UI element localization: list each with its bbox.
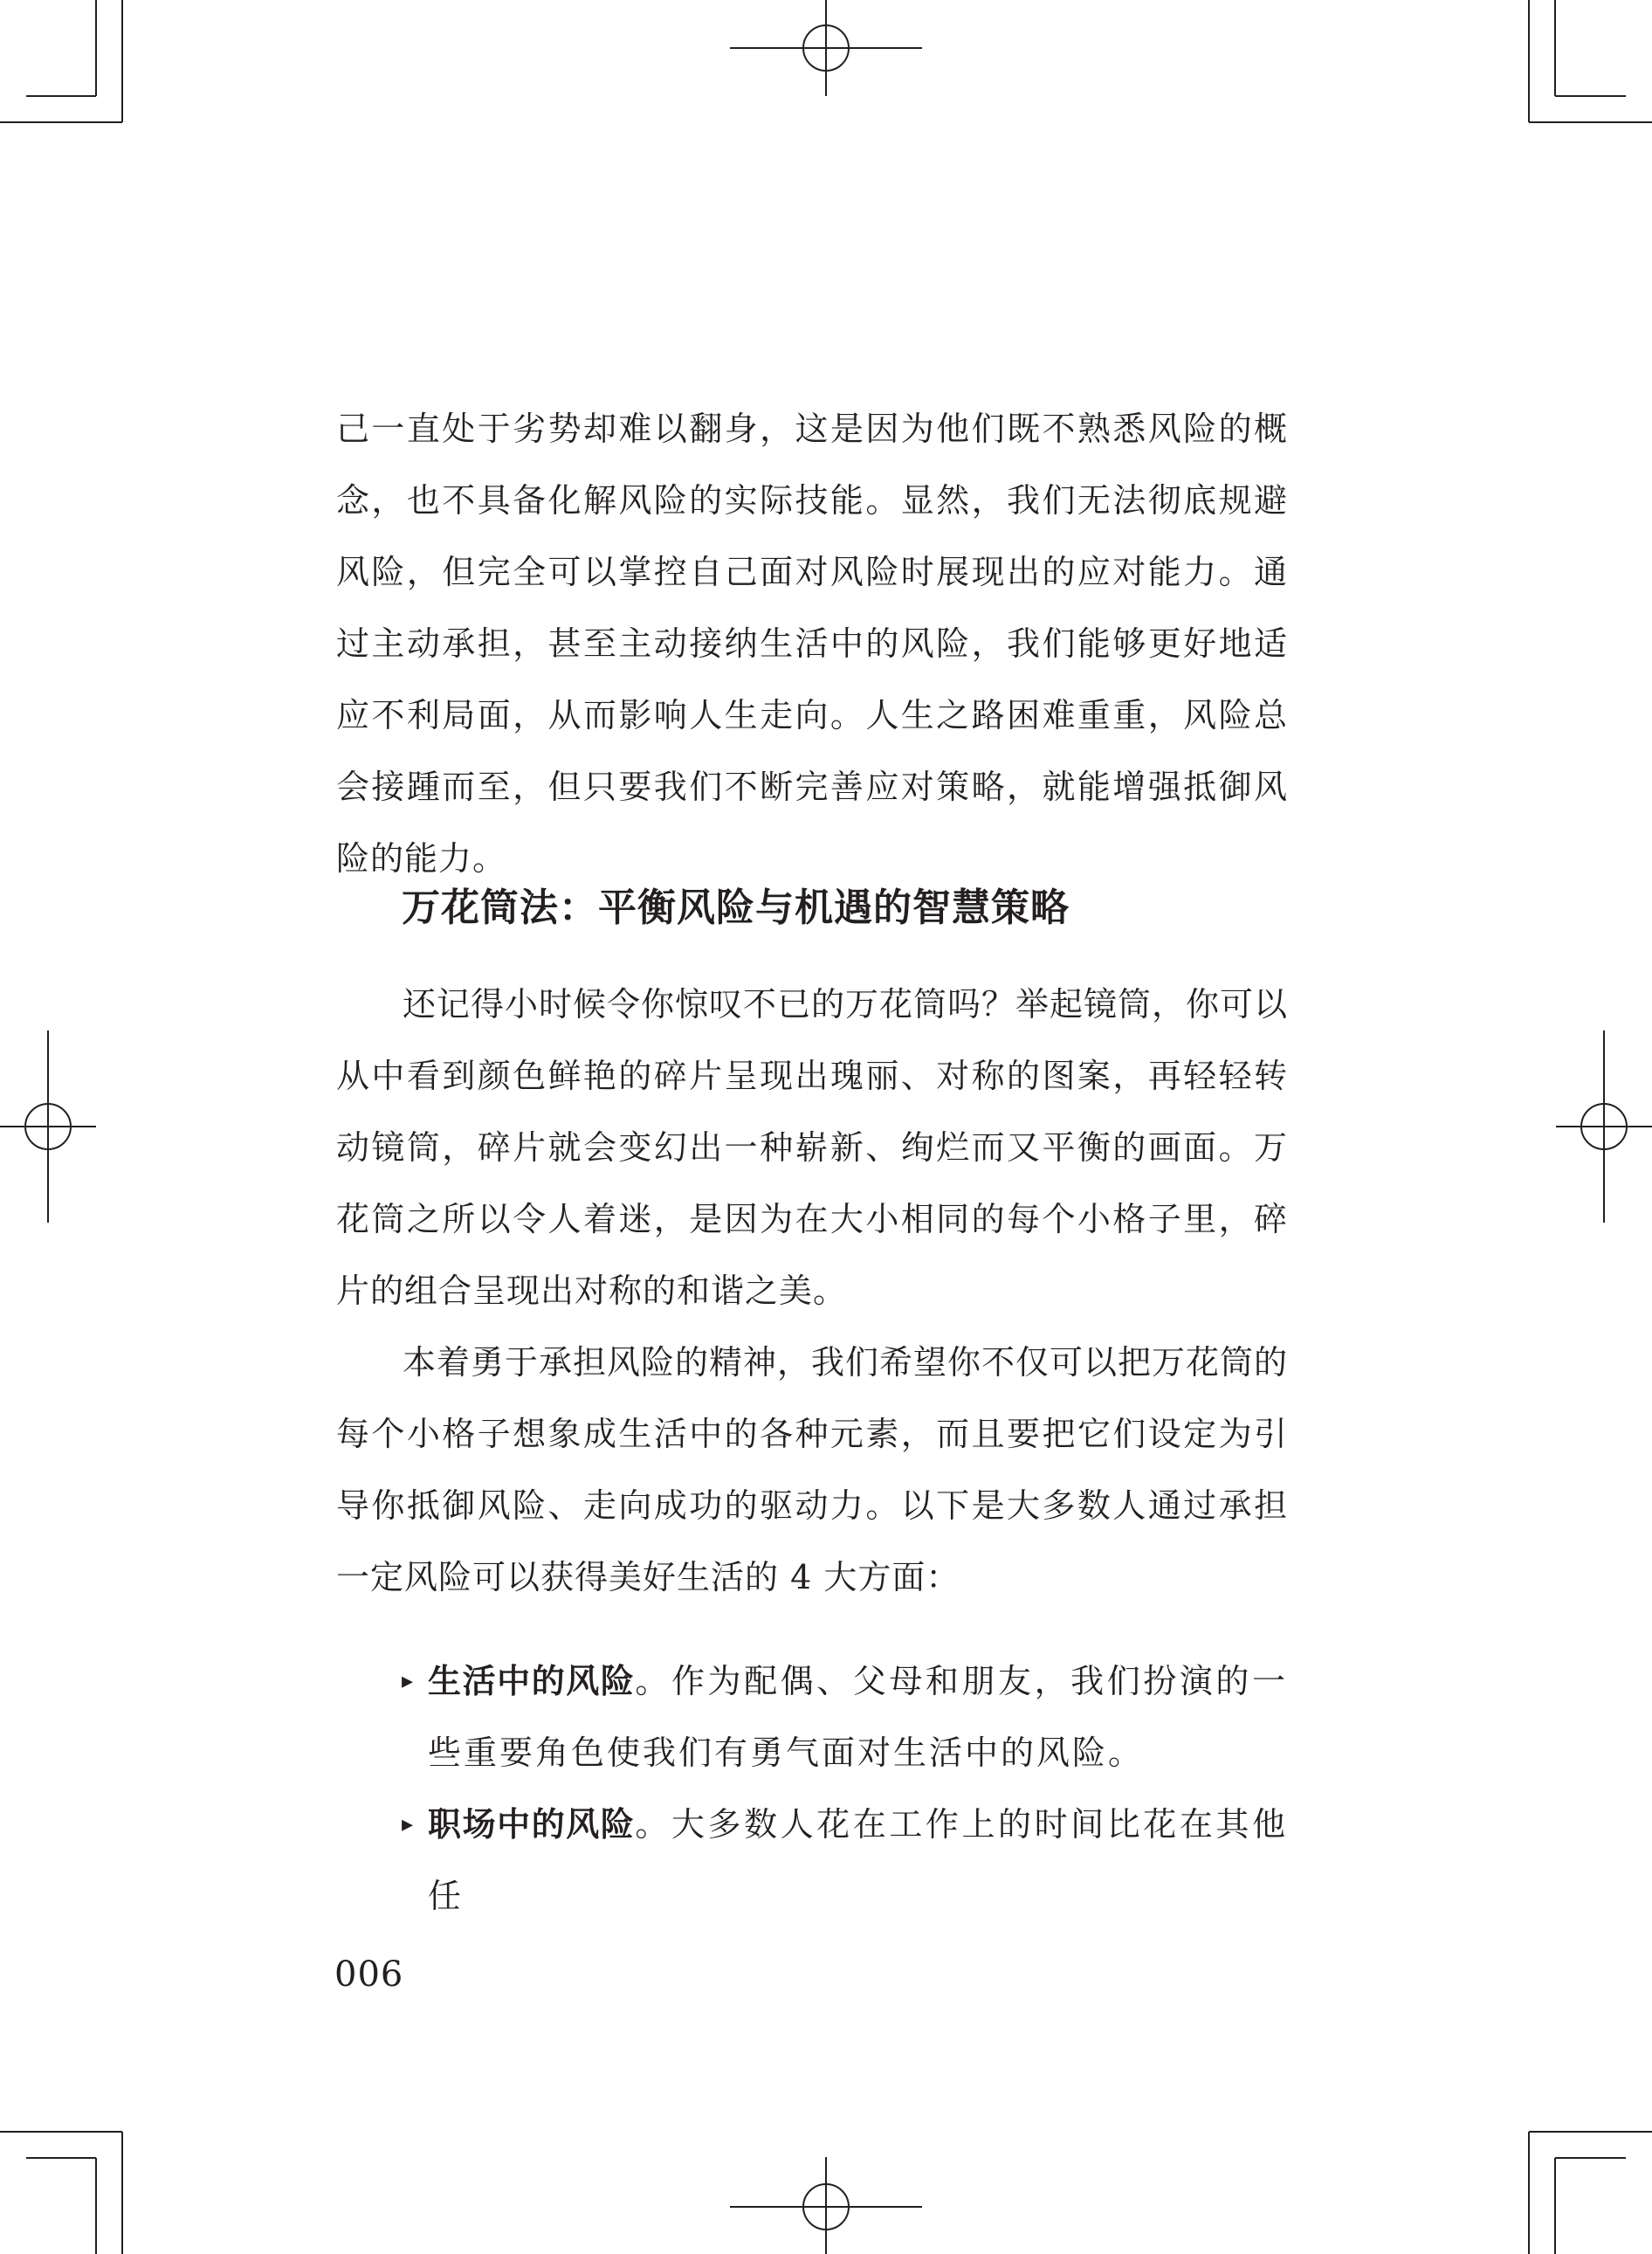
list-item (402, 1789, 1288, 1932)
triangle-bullet-icon: ▸ (402, 1811, 416, 1837)
body-text-top (336, 393, 1288, 894)
section-title: 万花筒法：平衡风险与机遇的智慧策略 (402, 886, 1070, 930)
bullet-term: 职场中的风险 (428, 1804, 636, 1844)
bullet-term: 生活中的风险 (428, 1661, 636, 1700)
risk-areas-list (402, 1645, 1288, 1932)
paragraph: 己一直处于劣势却难以翻身，这是因为他们既不熟悉风险的概念，也不具备化解风险的实际技能。显然，我们无法彻底规避风险，但完全可以掌控自己面对风险时展现出的应对能力。通过主动承担，甚至主动接纳生活中的风险，我们能够更好地适应不利局面，从而影响人生走向。人生之路困难重重，风险总会接踵而至，但只要我们不断完善应对策略，就能增强抵御风险的能力。 (336, 410, 1288, 878)
list-item (402, 1645, 1288, 1789)
bullet-text: 。大多数人花在工作上的时间比花在其他任 (428, 1805, 1288, 1915)
body-text-section (336, 968, 1288, 1613)
triangle-bullet-icon: ▸ (402, 1668, 416, 1694)
bullet-text: 。作为配偶、父母和朋友，我们扮演的一些重要角色使我们有勇气面对生活中的风险。 (428, 1662, 1288, 1772)
paragraph: 本着勇于承担风险的精神，我们希望你不仅可以把万花筒的每个小格子想象成生活中的各种元素，而且要把它们设定为引导你抵御风险、走向成功的驱动力。以下是大多数人通过承担一定风险可以获得美好生活的 4 大方面： (336, 1343, 1289, 1596)
page-number: 006 (334, 1954, 404, 1995)
paragraph: 还记得小时候令你惊叹不已的万花筒吗？举起镜筒，你可以从中看到颜色鲜艳的碎片呈现出瑰丽、对称的图案，再轻轻转动镜筒，碎片就会变幻出一种崭新、绚烂而又平衡的画面。万花筒之所以令人着迷，是因为在大小相同的每个小格子里，碎片的组合呈现出对称的和谐之美。 (336, 985, 1289, 1310)
